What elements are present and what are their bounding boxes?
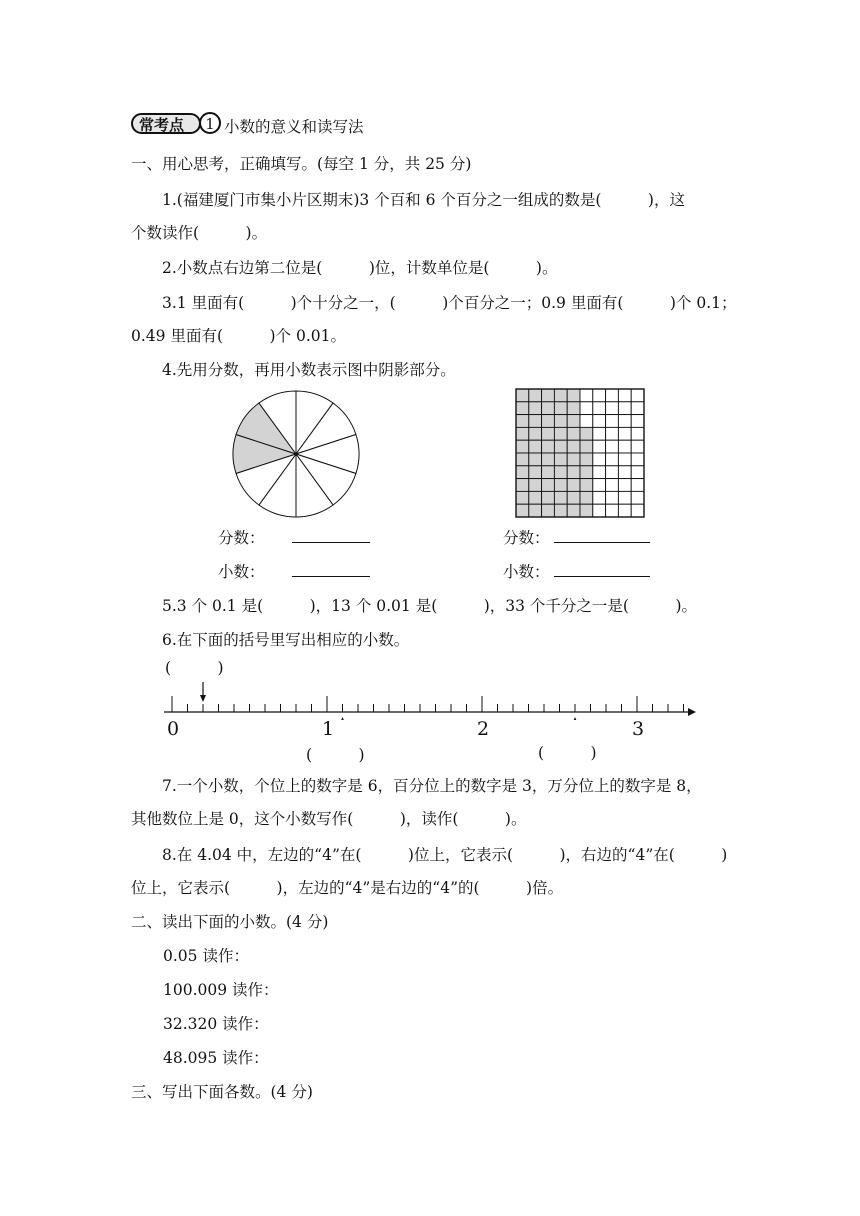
grid-cell bbox=[567, 389, 580, 402]
grid-cell bbox=[593, 466, 606, 479]
grid-cell bbox=[631, 427, 644, 440]
grid-decimal-answer bbox=[503, 562, 650, 582]
grid-cell bbox=[580, 491, 593, 504]
decimal-label: 小数： bbox=[503, 563, 550, 581]
read-item-1: 0.05 读作： bbox=[163, 947, 249, 965]
number-line-bottom-bracket-1[interactable]: ( ) bbox=[306, 746, 365, 764]
grid-cell bbox=[580, 479, 593, 492]
grid-cell bbox=[554, 389, 567, 402]
question-4: 4.先用分数，再用小数表示图中阴影部分。 bbox=[162, 361, 456, 379]
topic-badge bbox=[131, 112, 223, 136]
grid-cell bbox=[606, 389, 619, 402]
grid-cell bbox=[554, 415, 567, 428]
grid-cell bbox=[618, 389, 631, 402]
grid-cell bbox=[606, 427, 619, 440]
pie-fraction-answer bbox=[218, 528, 370, 548]
number-line-label-3: 3 bbox=[632, 718, 645, 740]
grid-cell bbox=[542, 427, 555, 440]
grid-cell bbox=[542, 491, 555, 504]
question-3-line1: 3.1 里面有( )个十分之一，( )个百分之一；0.9 里面有( )个 0.1； bbox=[162, 294, 737, 312]
grid-cell bbox=[580, 402, 593, 415]
grid-cell bbox=[516, 415, 529, 428]
question-5: 5.3 个 0.1 是( )，13 个 0.01 是( )，33 个千分之一是( )。 bbox=[162, 597, 698, 615]
grid-cell bbox=[618, 479, 631, 492]
grid-cell bbox=[567, 402, 580, 415]
grid-cell bbox=[554, 427, 567, 440]
grid-cell bbox=[606, 453, 619, 466]
grid-cell bbox=[606, 402, 619, 415]
down-arrow-head bbox=[200, 695, 206, 702]
grid-cell bbox=[606, 491, 619, 504]
grid-cell bbox=[554, 504, 567, 517]
grid-cell bbox=[631, 415, 644, 428]
grid-cell bbox=[593, 504, 606, 517]
pie-decimal-answer bbox=[218, 562, 370, 582]
question-1-line1: 1.(福建厦门市集小片区期末)3 个百和 6 个百分之一组成的数是( )，这 bbox=[162, 191, 685, 209]
read-item-4: 48.095 读作： bbox=[163, 1049, 269, 1067]
grid-cell bbox=[529, 389, 542, 402]
pie-figure bbox=[230, 387, 362, 521]
question-7-line1: 7.一个小数，个位上的数字是 6，百分位上的数字是 3，万分位上的数字是 8， bbox=[162, 777, 702, 795]
number-line-label-0: 0 bbox=[167, 718, 180, 740]
grid-cell bbox=[567, 415, 580, 428]
decimal-blank[interactable] bbox=[554, 562, 650, 577]
grid-cell bbox=[606, 504, 619, 517]
question-6: 6.在下面的括号里写出相应的小数。 bbox=[162, 631, 410, 649]
grid-cell bbox=[631, 453, 644, 466]
grid-cell bbox=[580, 466, 593, 479]
grid-cell bbox=[606, 479, 619, 492]
number-line-top-bracket[interactable]: ( ) bbox=[165, 659, 224, 677]
number-line-label-1: 1 bbox=[322, 718, 335, 740]
read-item-3: 32.320 读作： bbox=[163, 1015, 269, 1033]
up-arrow-head bbox=[572, 717, 578, 720]
grid-cell bbox=[606, 466, 619, 479]
page-title: 小数的意义和读写法 bbox=[224, 118, 364, 136]
grid-cell bbox=[529, 504, 542, 517]
grid-cell bbox=[567, 427, 580, 440]
grid-cell bbox=[580, 415, 593, 428]
decimal-blank[interactable] bbox=[292, 562, 370, 577]
grid-cell bbox=[631, 504, 644, 517]
grid-cell bbox=[529, 466, 542, 479]
number-line-arrowhead bbox=[688, 708, 696, 716]
number-line-label-2: 2 bbox=[477, 718, 490, 740]
grid-cell bbox=[529, 427, 542, 440]
grid-cell bbox=[580, 440, 593, 453]
grid-cell bbox=[631, 479, 644, 492]
number-line-bottom-bracket-2[interactable]: ( ) bbox=[538, 744, 597, 762]
grid-cell bbox=[580, 427, 593, 440]
up-arrow-head bbox=[340, 717, 346, 720]
grid-cell bbox=[631, 389, 644, 402]
grid-cell bbox=[516, 389, 529, 402]
grid-cell bbox=[529, 491, 542, 504]
grid-cell bbox=[618, 415, 631, 428]
grid-cell bbox=[516, 504, 529, 517]
grid-cell bbox=[618, 402, 631, 415]
grid-cell bbox=[542, 453, 555, 466]
grid-cell bbox=[593, 479, 606, 492]
fraction-label: 分数： bbox=[218, 529, 265, 547]
grid-cell bbox=[593, 402, 606, 415]
question-7-line2: 其他数位上是 0，这个小数写作( )，读作( )。 bbox=[131, 810, 527, 828]
fraction-blank[interactable] bbox=[292, 528, 370, 543]
grid-cell bbox=[516, 402, 529, 415]
grid-cell bbox=[593, 427, 606, 440]
grid-cell bbox=[593, 415, 606, 428]
grid-cell bbox=[516, 491, 529, 504]
grid-cell bbox=[542, 415, 555, 428]
section3-heading: 三、写出下面各数。(4 分) bbox=[131, 1083, 313, 1101]
grid-cell bbox=[618, 440, 631, 453]
grid-cell bbox=[631, 402, 644, 415]
grid-cell bbox=[567, 504, 580, 517]
grid-cell bbox=[618, 491, 631, 504]
grid-cell bbox=[516, 479, 529, 492]
grid-cell bbox=[542, 466, 555, 479]
grid-cell bbox=[593, 491, 606, 504]
question-1-line2: 个数读作( )。 bbox=[131, 224, 268, 242]
grid-cell bbox=[618, 427, 631, 440]
grid-cell bbox=[529, 453, 542, 466]
decimal-label: 小数： bbox=[218, 563, 265, 581]
hundred-grid-figure bbox=[514, 387, 646, 519]
grid-cell bbox=[567, 453, 580, 466]
grid-cell bbox=[542, 440, 555, 453]
grid-cell bbox=[593, 440, 606, 453]
grid-cell bbox=[542, 479, 555, 492]
grid-cell bbox=[554, 479, 567, 492]
grid-cell bbox=[554, 440, 567, 453]
grid-cell bbox=[529, 402, 542, 415]
grid-cell bbox=[567, 440, 580, 453]
grid-cell bbox=[554, 402, 567, 415]
number-line bbox=[160, 680, 700, 720]
grid-cell bbox=[631, 440, 644, 453]
grid-cell bbox=[606, 415, 619, 428]
grid-cell bbox=[618, 453, 631, 466]
badge-label: 常考点 bbox=[131, 113, 201, 134]
grid-cell bbox=[554, 491, 567, 504]
grid-cell bbox=[529, 415, 542, 428]
grid-cell bbox=[618, 504, 631, 517]
grid-cell bbox=[631, 491, 644, 504]
grid-cell bbox=[516, 466, 529, 479]
grid-cell bbox=[567, 491, 580, 504]
grid-cell bbox=[542, 389, 555, 402]
read-item-2: 100.009 读作： bbox=[163, 981, 279, 999]
question-8-line2: 位上，它表示( )，左边的“4”是右边的“4”的( )倍。 bbox=[131, 879, 564, 897]
grid-cell bbox=[542, 504, 555, 517]
fraction-blank[interactable] bbox=[554, 528, 650, 543]
grid-cell bbox=[516, 427, 529, 440]
grid-cell bbox=[516, 453, 529, 466]
grid-cell bbox=[542, 402, 555, 415]
grid-cell bbox=[593, 453, 606, 466]
question-8-line1: 8.在 4.04 中，左边的“4”在( )位上，它表示( )，右边的“4”在( ) bbox=[162, 846, 728, 864]
question-2: 2.小数点右边第二位是( )位，计数单位是( )。 bbox=[162, 259, 558, 277]
question-3-line2: 0.49 里面有( )个 0.01。 bbox=[131, 327, 346, 345]
grid-cell bbox=[554, 466, 567, 479]
grid-cell bbox=[593, 389, 606, 402]
grid-cell bbox=[580, 504, 593, 517]
grid-cell bbox=[580, 389, 593, 402]
fraction-label: 分数： bbox=[503, 529, 550, 547]
section1-heading: 一、用心思考，正确填写。(每空 1 分，共 25 分) bbox=[131, 155, 472, 173]
grid-cell bbox=[567, 479, 580, 492]
section2-heading: 二、读出下面的小数。(4 分) bbox=[131, 913, 329, 931]
grid-cell bbox=[529, 440, 542, 453]
grid-cell bbox=[618, 466, 631, 479]
badge-number: 1 bbox=[199, 112, 221, 134]
grid-cell bbox=[567, 466, 580, 479]
grid-fraction-answer bbox=[503, 528, 650, 548]
grid-cell bbox=[606, 440, 619, 453]
grid-cell bbox=[516, 440, 529, 453]
grid-cell bbox=[554, 453, 567, 466]
grid-cell bbox=[580, 453, 593, 466]
grid-cell bbox=[631, 466, 644, 479]
grid-cell bbox=[529, 479, 542, 492]
